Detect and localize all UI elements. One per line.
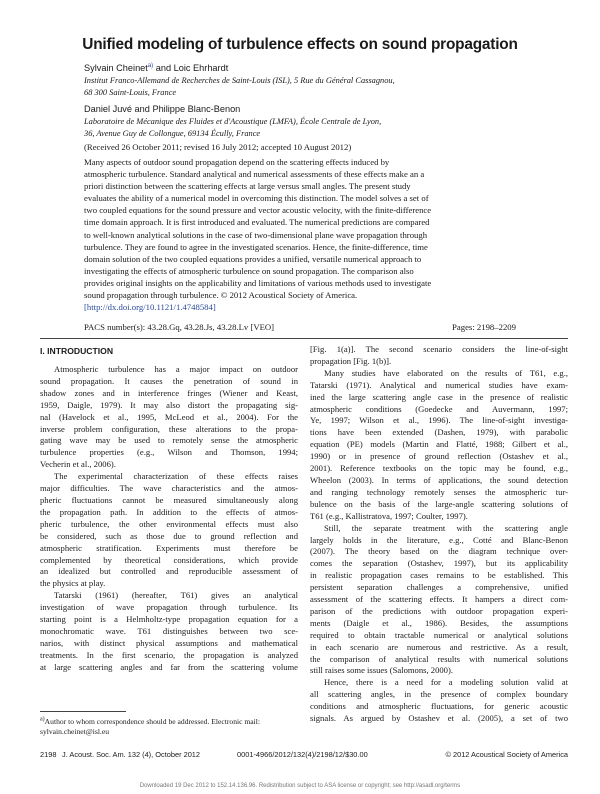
received-dates: (Received 26 October 2011; revised 16 July 2012; accepted 10 August 2012) (84, 142, 352, 152)
body-line: major difficulties. The wave characteristics and the atmos- (40, 483, 298, 494)
body-line: Atmospheric turbulence has a major impact on outdoor (54, 364, 298, 374)
body-line: all scattering angles, in the presence of complex boundary (310, 689, 568, 700)
affiliation-1-line-1: Institut Franco-Allemand de Recherches de Saint-Louis (ISL), 5 Rue du Général Cassagnou, (84, 76, 395, 85)
abstract-line: evaluates the ability of a numerical model in overcoming this distinction. The model solves a set of (84, 193, 429, 204)
body-line: shadow zones and in interference fringes (Wiener and Keast, (40, 387, 298, 398)
body-line: 2001). Reference textbooks on the topic may be found, e.g., (310, 463, 568, 474)
body-line: be considered, such as those due to ground reflection and (40, 530, 298, 541)
body-line: Hence, there is a need for a modeling solution valid at (324, 677, 568, 688)
author-line-1 (84, 62, 228, 74)
body-line: required to obtain tractable numerical or analytical solutions (310, 629, 568, 640)
body-line: signals. As argued by Ostashev et al. (2005), a set of two (310, 713, 568, 724)
body-line: bulence on the basis of the large-angle scattering solutions of (310, 498, 568, 509)
body-line: comes the separation (Ostashev, 1997), but its applicability (310, 558, 568, 569)
paper-title: Unified modeling of turbulence effects on sound propagation (82, 36, 518, 53)
abstract-line: time domain approach. It is first introduced and evaluated. The numerical predictions are compared (84, 217, 430, 228)
body-line: the physics at play. (40, 578, 106, 589)
body-line: narios, with distinct physical assumptions and mathematical (40, 637, 298, 648)
body-line: pheric turbulence, the other environmental effects must also (40, 518, 298, 529)
abstract (84, 156, 514, 313)
body-line: starting point is a Helmholtz-type propagation equation for a (40, 614, 298, 625)
page-range: Pages: 2198–2209 (452, 322, 516, 332)
footnote-mark: a) (40, 716, 45, 723)
body-line: persistent separation challenges a comprehensive, unified (310, 582, 568, 593)
abstract-line: investigating the effects of atmospheric turbulence on sound propagation. The comparison also (84, 265, 414, 276)
author-line-2: Daniel Juvé and Philippe Blanc-Benon (84, 104, 241, 114)
footnote-email[interactable]: sylvain.cheinet@isl.eu (40, 727, 109, 736)
body-line: Tatarski (1971). Analytical and numerical studies have exam- (310, 379, 568, 390)
abstract-line: priori distinction between the scattering effects at large versus small angles. The present study (84, 181, 411, 192)
abstract-line: sound propagation through turbulence. © 2012 Acoustical Society of America. (84, 290, 358, 301)
author-name-rest: and Loic Ehrhardt (153, 63, 229, 73)
body-line: treatments. In the first scenario, the propagation is analyzed (40, 649, 298, 660)
affiliation-2-line-1: Laboratoire de Mécanique des Fluides et d'Acoustique (LMFA), École Centrale de Lyon, (84, 117, 382, 126)
body-line: sound propagation. It causes the penetration of sound in (40, 375, 298, 386)
body-line: 1959, Daigle, 1979). It may also distort the propagating sig- (40, 399, 298, 410)
body-line: ined the large scattering angle case in the presence of realistic (310, 391, 568, 402)
body-line: T61 (e.g., Kallistratova, 1997; Coulter, 1997). (310, 510, 468, 521)
abstract-line: to well-known analytical solutions in the case of two-dimensional plane wave propagation through (84, 229, 428, 240)
body-line: inverse problem configuration, these alterations to the propa- (40, 423, 298, 434)
journal-code: 0001-4966/2012/132(4)/2198/12/$30.00 (237, 750, 368, 759)
body-line: (2007). The theory based on the diagram technique over- (310, 546, 568, 557)
abstract-line: turbulence. They are found to agree in the investigated scenarios. Hence, the finite-difference, time (84, 241, 428, 252)
footnote (40, 717, 298, 737)
body-line: propagation [Fig. 1(b)]. (310, 355, 392, 366)
right-column (310, 344, 568, 725)
body-line: ments (Daigle et al., 1986). Besides, the assumptions (310, 617, 568, 628)
footnote-divider (40, 711, 126, 712)
body-line: at large scattering angles and far from the scattering volume (40, 661, 298, 672)
body-line: Ye, 1997; Wilson et al., 1996). The line-of-sight investiga- (310, 415, 568, 426)
pacs-line (84, 322, 516, 332)
doi-link[interactable]: [http://dx.doi.org/10.1121/1.4748584] (84, 302, 216, 313)
body-line: investigation of wave propagation through turbulence. Its (40, 602, 298, 613)
body-line: Still, the separate treatment with the scattering angle (324, 522, 568, 533)
body-line: in realistic propagation cases remains to be established. This (310, 570, 568, 581)
left-column (40, 364, 298, 674)
body-line: nal (Havelock et al., 1995, McLeod et al., 2004). For the (40, 411, 298, 422)
body-line: atmospheric stratification. Experiments must therefore be (40, 542, 298, 553)
body-line: atmospheric conditions (Goedecke and Auvermann, 1997; (310, 403, 568, 414)
body-line: Vecherin et al., 2006). (40, 459, 116, 470)
body-line: Tatarski (1961) (hereafter, T61) gives an analytical (54, 590, 298, 601)
body-line: parison of the predictions with outdoor propagation experi- (310, 605, 568, 616)
abstract-line: domain solution of the two coupled equations provides a unified, versatile numerical approach to (84, 253, 422, 264)
abstract-line: provides original insights on the applicability and limitations of various methods used to investigate (84, 277, 432, 288)
body-line: The experimental characterization of these effects raises (54, 471, 298, 482)
body-line: tions have been extended (Dashen, 1979), with parabolic (310, 427, 568, 438)
body-line: an idealized but controlled and reproducible assessment of (40, 566, 298, 577)
body-line: still raises some issues (Salomons, 2000). (310, 665, 453, 676)
body-line: gating wave may be used to remotely sense the atmospheric (40, 435, 298, 446)
body-line: monochromatic wave. T61 distinguishes between two sce- (40, 625, 298, 636)
abstract-line: atmospheric turbulence. Standard analytical and numerical assessments of these effects make an a (84, 169, 425, 180)
download-notice: Downloaded 19 Dec 2012 to 152.14.136.96. Redistribution subject to ASA license or copyright; see http://asadl.org/terms (139, 783, 461, 789)
body-line: turbulence properties (e.g., Wilson and Thomson, 1994; (40, 447, 298, 458)
body-line: assessment of the scattering effects. It hampers a direct com- (310, 594, 568, 605)
body-line: equation (PE) models (Martin and Flatté, 1988; Gilbert et al., (310, 439, 568, 450)
footnote-line: Author to whom correspondence should be addressed. Electronic mail: (44, 717, 260, 726)
header-divider (40, 338, 568, 339)
page-number: 2198 (40, 750, 57, 759)
body-line: largely holds in the literature, e.g., Cotté and Blanc-Benon (310, 534, 568, 545)
body-line: complemented by theoretical considerations, which provide (40, 554, 298, 565)
author-name: Sylvain Cheinet (84, 63, 148, 73)
affiliation-2-line-2: 36, Avenue Guy de Collongue, 69134 Écully, France (84, 129, 261, 138)
body-line: the propagation path. In addition to the effects of atmos- (40, 506, 298, 517)
body-line: Many studies have elaborated on the results of T61, e.g., (324, 367, 568, 378)
body-line: the comparison of analytical results with numerical solutions (310, 653, 568, 664)
copyright-notice: © 2012 Acoustical Society of America (445, 750, 568, 759)
abstract-line: Many aspects of outdoor sound propagation depend on the scattering effects induced by (84, 157, 390, 167)
body-line: in each scenario are numerous and restrictive. As a result, (310, 641, 568, 652)
body-line: pheric fluctuations cannot be measured simultaneously along (40, 494, 298, 505)
journal-citation: J. Acoust. Soc. Am. 132 (4), October 2012 (62, 750, 201, 759)
body-line: Wheelon (2003). In terms of applications, the sound detection (310, 474, 568, 485)
author-footnote-mark[interactable]: a) (147, 62, 154, 69)
body-line: conditions and atmospheric fluctuations, for generic acoustic (310, 701, 568, 712)
section-heading: I. INTRODUCTION (40, 346, 114, 356)
body-line: [Fig. 1(a)]. The second scenario considers the line-of-sight (310, 344, 568, 354)
body-line: and ranging technology remotely senses the atmospheric tur- (310, 486, 568, 497)
pacs-numbers: PACS number(s): 43.28.Gq, 43.28.Js, 43.28.Lv [VEO] (84, 322, 275, 332)
affiliation-1-line-2: 68 300 Saint-Louis, France (84, 88, 177, 97)
abstract-line: two coupled equations for the sound pressure and vector acoustic velocity, with the finite-difference (84, 205, 432, 216)
body-line: 1990) or in presence of ground reflection (Ostashev et al., (310, 451, 568, 462)
